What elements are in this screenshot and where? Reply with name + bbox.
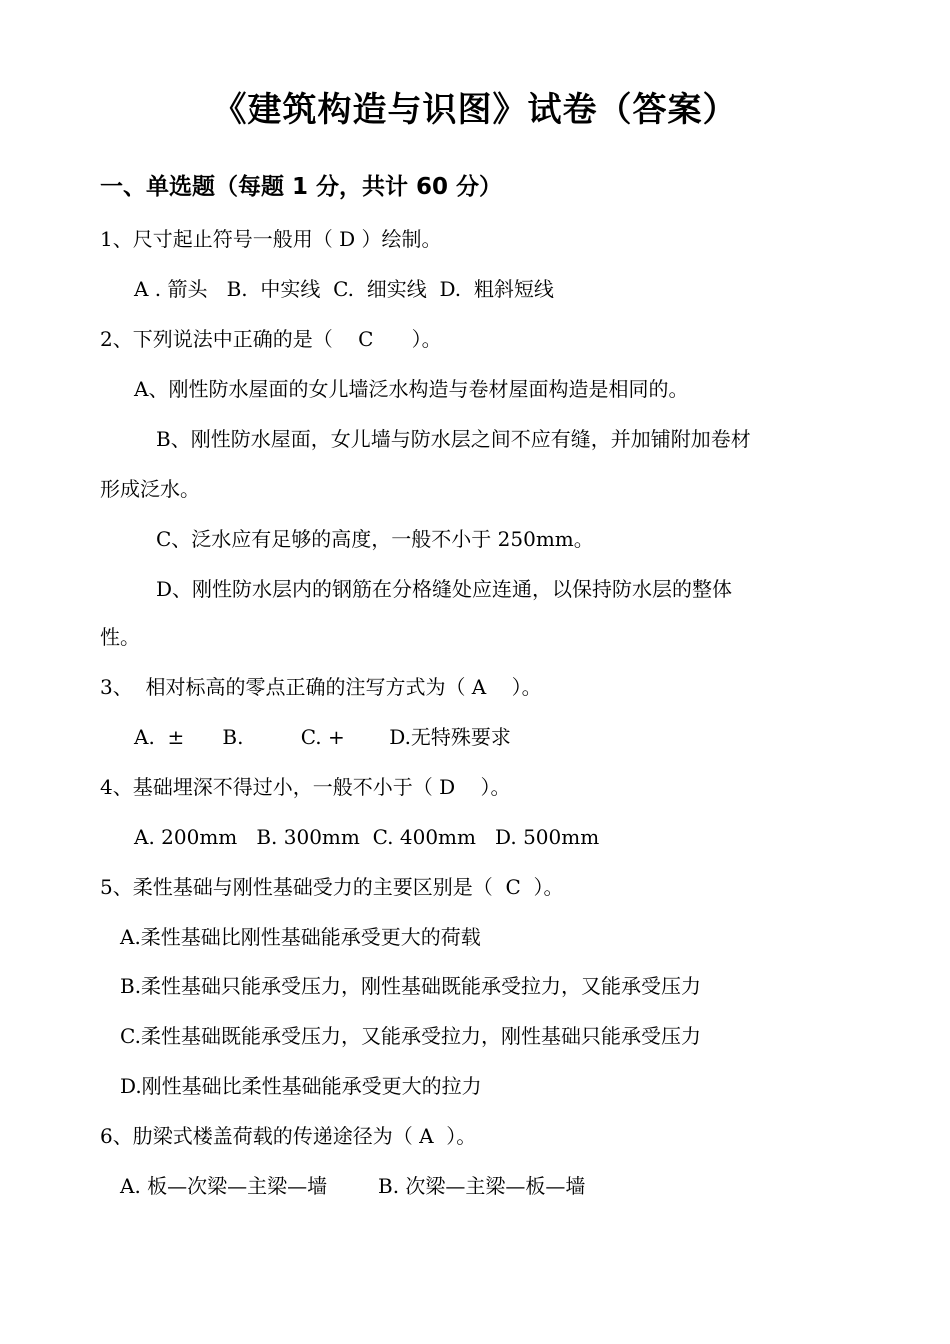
question-2-option-a: A、刚性防水屋面的女儿墙泛水构造与卷材屋面构造是相同的。 (134, 377, 689, 401)
question-5-option-c: C.柔性基础既能承受压力，又能承受拉力，刚性基础只能承受压力 (120, 1024, 701, 1048)
question-5-option-b: B.柔性基础只能承受压力，刚性基础既能承受拉力，又能承受压力 (120, 974, 702, 998)
question-1-options: A . 箭头 B. 中实线 C. 细实线 D. 粗斜短线 (134, 277, 554, 301)
question-5: 5、柔性基础与刚性基础受力的主要区别是（ C ）。 (100, 875, 564, 899)
question-2-option-d-cont: 性。 (100, 625, 140, 649)
question-2-option-b-cont: 形成泛水。 (100, 477, 200, 501)
question-3-options: A. ± B. C. + D.无特殊要求 (134, 725, 511, 749)
question-5-option-a: A.柔性基础比刚性基础能承受更大的荷载 (120, 925, 481, 949)
question-5-option-d: D.刚性基础比柔性基础能承受更大的拉力 (120, 1074, 482, 1098)
question-2: 2、下列说法中正确的是（ C ）。 (100, 327, 442, 351)
question-3: 3、 相对标高的零点正确的注写方式为（ A ）。 (100, 675, 542, 699)
section-title: 一、单选题（每题 1 分，共计 60 分） (100, 174, 503, 200)
question-2-option-c: C、泛水应有足够的高度，一般不小于 250mm。 (156, 527, 594, 551)
question-4-options: A. 200mm B. 300mm C. 400mm D. 500mm (134, 825, 600, 849)
question-1: 1、尺寸起止符号一般用（ D ）绘制。 (100, 227, 442, 251)
question-4: 4、基础埋深不得过小，一般不小于（ D ）。 (100, 775, 511, 799)
question-2-option-d: D、刚性防水层内的钢筋在分格缝处应连通，以保持防水层的整体 (156, 577, 733, 601)
question-6: 6、肋梁式楼盖荷载的传递途径为（ A ）。 (100, 1124, 477, 1148)
question-6-options: A. 板—次梁—主梁—墙 B. 次梁—主梁—板—墙 (120, 1174, 586, 1198)
page-title: 《建筑构造与识图》试卷（答案） (212, 90, 738, 130)
question-2-option-b: B、刚性防水屋面，女儿墙与防水层之间不应有缝，并加铺附加卷材 (156, 427, 751, 451)
